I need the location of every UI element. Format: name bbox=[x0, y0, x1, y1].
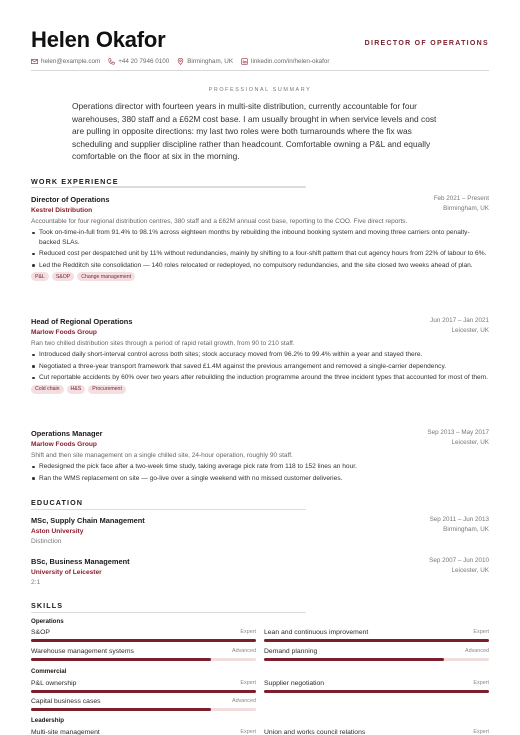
skill-group-label: Operations bbox=[31, 618, 64, 625]
header-divider bbox=[31, 70, 489, 71]
job-location: Birmingham, UK bbox=[443, 205, 489, 212]
education-entry bbox=[31, 516, 489, 545]
contact-linkedin[interactable] bbox=[241, 58, 329, 65]
job-bullets bbox=[31, 462, 489, 483]
skill-tag: Procurement bbox=[88, 385, 126, 394]
skill-bar bbox=[31, 639, 256, 642]
skill-level: Expert bbox=[473, 629, 489, 635]
skill-tag: Cold chain bbox=[31, 385, 64, 394]
skill-level: Expert bbox=[473, 680, 489, 686]
skill-name: P&L ownership bbox=[31, 680, 77, 687]
candidate-name: Helen Okafor bbox=[31, 27, 166, 52]
contact-location-text: Birmingham, UK bbox=[187, 58, 234, 65]
contact-location bbox=[177, 58, 233, 65]
skill-name: Multi-site management bbox=[31, 729, 100, 735]
contact-linkedin-text: linkedin.com/in/helen-okafor bbox=[251, 58, 330, 65]
skill-name: Demand planning bbox=[264, 648, 318, 655]
skill-tag: P&L bbox=[31, 272, 49, 281]
education-entry bbox=[31, 557, 489, 586]
skill-group-label: Commercial bbox=[31, 668, 67, 675]
summary-text: Operations director with fourteen years in multi-site distribution, currently accountable for four warehouses, 380 staff and a £62M cost base. I am usually brought in when service levels and cost are pulling in opposite directions: my last two roles were both turnarounds where the fix was scheduling and supplier discipline rather than headcount. Comfortable owning a P&L and equally comfortable on the floor at six in the morning. bbox=[72, 101, 437, 162]
skill-bar bbox=[31, 658, 256, 661]
skill-bar-fill bbox=[31, 690, 256, 693]
job-dates: Feb 2021 – Present bbox=[433, 195, 489, 202]
skill-level: Expert bbox=[240, 680, 256, 686]
education-location: Birmingham, UK bbox=[443, 526, 489, 533]
skill-name: S&OP bbox=[31, 629, 50, 636]
skill-item bbox=[31, 629, 256, 636]
contact-phone-text: +44 20 7946 0100 bbox=[118, 58, 170, 65]
degree-title: BSc, Business Management bbox=[31, 557, 130, 566]
education-location: Leicester, UK bbox=[451, 567, 489, 574]
contact-bar bbox=[31, 58, 489, 65]
institution: University of Leicester bbox=[31, 569, 102, 576]
job-description: Shift and then site management on a single chilled site, 24-hour operation, roughly 90 staff. bbox=[31, 452, 293, 459]
job-title: Operations Manager bbox=[31, 429, 103, 438]
skill-bar-fill bbox=[31, 708, 211, 711]
resume-header bbox=[31, 27, 489, 53]
skill-tag: Change management bbox=[77, 272, 135, 281]
skill-item bbox=[264, 629, 489, 636]
job-entry bbox=[31, 317, 489, 394]
skill-bar bbox=[264, 690, 489, 693]
job-entry bbox=[31, 429, 489, 485]
skill-bar-fill bbox=[264, 639, 489, 642]
job-location: Leicester, UK bbox=[451, 327, 489, 334]
skill-bar bbox=[31, 690, 256, 693]
degree-grade: 2:1 bbox=[31, 579, 41, 586]
skill-bar-fill bbox=[264, 690, 489, 693]
mail-icon bbox=[31, 58, 38, 65]
skill-bar bbox=[31, 708, 256, 711]
contact-email[interactable] bbox=[31, 58, 100, 65]
location-icon bbox=[177, 58, 184, 65]
job-dates: Sep 2013 – May 2017 bbox=[427, 429, 489, 436]
education-heading: EDUCATION bbox=[31, 498, 84, 507]
skill-item bbox=[31, 729, 256, 735]
job-tags bbox=[31, 272, 489, 281]
skills-divider bbox=[31, 612, 306, 613]
experience-divider bbox=[31, 187, 306, 188]
skill-bar-fill bbox=[31, 639, 256, 642]
skill-level: Expert bbox=[240, 629, 256, 635]
skill-tag: H&S bbox=[67, 385, 86, 394]
job-bullet: Led the Redditch site consolidation — 140 roles relocated or redeployed, no compulsory redundancies, and the site closed two weeks ahead of plan. bbox=[31, 261, 489, 271]
education-divider bbox=[31, 509, 306, 510]
education-dates: Sep 2007 – Jun 2010 bbox=[429, 557, 489, 564]
skill-group-label: Leadership bbox=[31, 717, 65, 724]
job-location: Leicester, UK bbox=[451, 439, 489, 446]
skill-bar-fill bbox=[264, 658, 444, 661]
job-description: Ran two chilled distribution sites through a period of rapid retail growth, from 90 to 210 staff. bbox=[31, 340, 295, 347]
summary-heading: PROFESSIONAL SUMMARY bbox=[208, 87, 312, 93]
skill-bar bbox=[264, 639, 489, 642]
job-bullet: Introduced daily short-interval control across both sites; stock accuracy moved from 96.2% to 99.4% within a year and stayed there. bbox=[31, 350, 489, 360]
job-tags bbox=[31, 385, 489, 394]
skill-level: Expert bbox=[473, 729, 489, 735]
job-title: Head of Regional Operations bbox=[31, 317, 133, 326]
skill-item bbox=[31, 698, 256, 705]
skill-bar bbox=[264, 658, 489, 661]
skill-name: Supplier negotiation bbox=[264, 680, 325, 687]
job-entry bbox=[31, 195, 489, 281]
job-company: Kestrel Distribution bbox=[31, 207, 93, 214]
skills-heading: SKILLS bbox=[31, 601, 64, 610]
job-bullet: Redesigned the pick face after a two-week time study, taking average pick rate from 118 to 152 lines an hour. bbox=[31, 462, 489, 472]
linkedin-icon bbox=[241, 58, 248, 65]
skill-level: Advanced bbox=[232, 648, 256, 654]
candidate-role: DIRECTOR OF OPERATIONS bbox=[364, 40, 489, 47]
institution: Aston University bbox=[31, 528, 84, 535]
skill-level: Advanced bbox=[232, 698, 256, 704]
job-bullets bbox=[31, 350, 489, 383]
education-dates: Sep 2011 – Jun 2013 bbox=[429, 516, 489, 523]
skill-item bbox=[31, 680, 256, 687]
job-bullet: Took on-time-in-full from 91.4% to 98.1% across eighteen months by rebuilding the inbound booking system and moving three carriers onto penalty-backed SLAs. bbox=[31, 228, 489, 247]
contact-phone[interactable] bbox=[108, 58, 169, 65]
job-company: Marlow Foods Group bbox=[31, 329, 97, 336]
job-bullet: Negotiated a three-year transport framework that saved £1.4M against the previous arrangement and removed a single-carrier dependency. bbox=[31, 362, 489, 372]
skill-name: Capital business cases bbox=[31, 698, 101, 705]
job-company: Marlow Foods Group bbox=[31, 441, 97, 448]
skill-item bbox=[264, 648, 489, 655]
skill-item bbox=[264, 729, 489, 735]
skill-tag: S&OP bbox=[52, 272, 74, 281]
job-bullet: Reduced cost per despatched unit by 11% without redundancies, mainly by shifting to a four-shift pattern that cut agency hours from 22% of labour to 6%. bbox=[31, 249, 489, 259]
skill-level: Expert bbox=[240, 729, 256, 735]
job-bullet: Ran the WMS replacement on site — go-live over a single weekend with no missed customer deliveries. bbox=[31, 474, 489, 484]
degree-grade: Distinction bbox=[31, 538, 62, 545]
contact-email-text: helen@example.com bbox=[41, 58, 101, 65]
job-dates: Jun 2017 – Jan 2021 bbox=[430, 317, 489, 324]
phone-icon bbox=[108, 58, 115, 65]
job-bullets bbox=[31, 228, 489, 270]
skill-bar-fill bbox=[31, 658, 211, 661]
skill-item bbox=[31, 648, 256, 655]
degree-title: MSc, Supply Chain Management bbox=[31, 516, 145, 525]
skill-name: Warehouse management systems bbox=[31, 648, 134, 655]
skill-level: Advanced bbox=[465, 648, 489, 654]
job-description: Accountable for four regional distribution centres, 380 staff and a £62M annual cost base, reporting to the COO. Five direct reports. bbox=[31, 218, 408, 225]
experience-heading: WORK EXPERIENCE bbox=[31, 177, 119, 186]
job-title: Director of Operations bbox=[31, 195, 110, 204]
skill-name: Lean and continuous improvement bbox=[264, 629, 369, 636]
skill-name: Union and works council relations bbox=[264, 729, 366, 735]
skill-item bbox=[264, 680, 489, 687]
job-bullet: Cut reportable accidents by 60% over two years after rebuilding the induction programme around the three incident types that accounted for most of them. bbox=[31, 373, 489, 383]
